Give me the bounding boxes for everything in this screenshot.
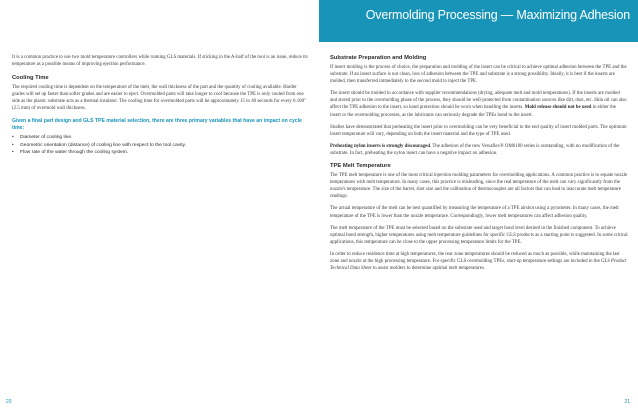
mold-release-warning: Mold release should not be used — [524, 105, 592, 111]
bullet-icon: • — [12, 150, 14, 156]
substrate-paragraph-1: If insert molding is the process of choice, the preparation and molding of the insert can be critical to achieve optimal adhesion between the TPE and the substrate. If an insert surface is not clean, loss of adhesion between the TPE and substrate is a strong possibility. Ideally, it is best if the inserts are molded, then transferred immediately to the second mold to inject the TPE. — [330, 65, 627, 85]
substrate-heading: Substrate Preparation and Molding — [330, 55, 427, 61]
nylon-preheat-warning: Preheating nylon inserts is strongly discouraged. — [330, 143, 432, 149]
melt-p4-text-a: In order to reduce residence time at high temperatures, the rear zone temperatures should be reduced as much as possible, while maintaining the last zone and nozzle at the high processing temperature. For specific GLS overmolding TPEs, start-up temperature settings are included in the — [330, 251, 620, 264]
list-item — [12, 149, 308, 157]
substrate-paragraph-2 — [330, 90, 628, 118]
page-title: Overmolding Processing — Maximizing Adhesion — [365, 8, 630, 22]
melt-temperature-heading: TPE Melt Temperature — [330, 163, 391, 170]
substrate-p2-text-a: The insert should be molded in accordance with supplier recommendations (drying, adequate melt and mold temperatures). If the inserts are molded and stored prior to the overmolding phase of the process, they should be well-protected from contamination sources like dirt, dust, etc. Skin oil can also affect the TPE adhesion to the insert, so hand protection should be worn when handling the inserts. — [330, 91, 627, 111]
list-item — [12, 142, 308, 150]
right-column — [330, 54, 628, 277]
cycle-time-callout: Given a final part design and GLS TPE material selection, there are three primary variables that have an impact on cycle time: — [12, 117, 302, 131]
melt-p4-text-c: to assist molders to determine optimal melt temperatures. — [372, 266, 486, 272]
data-sheet-reference: GLS Product Technical Data Sheet — [330, 258, 627, 272]
cycle-time-variable-list — [12, 134, 308, 157]
header-banner — [319, 0, 638, 42]
cooling-time-paragraph: The required cooling time is dependent on the temperature of the melt, the wall thickness of the part and the quantity of cooling available. Harder grades will set up faster than softer grades and are easier to eject. Overmolded parts will take longer to cool because the TPE is only cooled from one side as the plastic substrate acts as a thermal insulator. The cooling time for overmolded parts will be approximately 15 to 40 seconds for every 0.100" (2.5 mm) of overmold wall thickness. — [12, 85, 307, 112]
melt-paragraph-1: The TPE melt temperature is one of the most critical injection molding parameters for overmolding applications. A common practice is to equate nozzle temperatures with melt temperature. In many cases, this practice is misleading, since the real temperature of the melt can vary significantly from the nozzle's temperature. The size of the barrel, shot size and the calibration of thermocouples are all factors that can lead to inaccurate melt temperature readings. — [330, 173, 628, 200]
melt-paragraph-4 — [330, 251, 628, 272]
left-column — [12, 54, 308, 157]
melt-paragraph-2: The actual temperature of the melt can be best quantified by measuring the temperature of a TPE airshot using a pyrometer. In many cases, the melt temperature of the TPE is lower than the nozzle temperature. Correspondingly, lower melt temperatures can affect adhesion quality. — [330, 206, 619, 219]
melt-paragraph-3: The melt temperature of the TPE must be selected based on the substrate used and target bond level desired in the finished component. To achieve optimal bond strength, higher temperatures using melt temperature guidelines for specific GLS products as a starting point is suggested. In some critical applications, this temperature can be close to the upper processing temperature limits for the TPE. — [330, 225, 628, 245]
substrate-p4-text: The adhesion of the new Versaflex® OM6100 series is outstanding, with no modification of the substrate. In fact, preheating the nylon insert can have a negative impact on adhesion. — [330, 143, 620, 156]
list-item — [12, 134, 308, 142]
page-number-right: 21 — [624, 399, 630, 405]
page-number-left: 20 — [6, 399, 12, 405]
bullet-icon: • — [12, 134, 14, 140]
cooling-time-heading: Cooling Time — [12, 75, 49, 82]
list-item-text: Diameter of cooling line. — [20, 134, 73, 140]
list-item-text: Geometric orientation (distance) of cooling line with respect to the tool cavity. — [20, 142, 186, 148]
bullet-icon: • — [12, 142, 14, 148]
substrate-paragraph-3: Studies have demonstrated that preheating the insert prior to overmolding can be very beneficial to the end quality of insert molded parts. The optimum insert temperature will vary, depending on both the insert material and the type of TPE used. — [330, 124, 627, 137]
substrate-paragraph-4 — [330, 143, 628, 157]
substrate-p2-text-c: in either the insert or the overmolding processes, as the lubricants can seriously degrade the TPEs bond to the insert. — [330, 105, 616, 118]
list-item-text: Flow rate of the water through the cooling system. — [20, 150, 129, 156]
intro-paragraph: It is a common practice to use two mold temperature controllers while running GLS materials. If sticking in the A-half of the tool is an issue, reduce its temperature as a possible means of improving ejection performance. — [12, 55, 308, 68]
